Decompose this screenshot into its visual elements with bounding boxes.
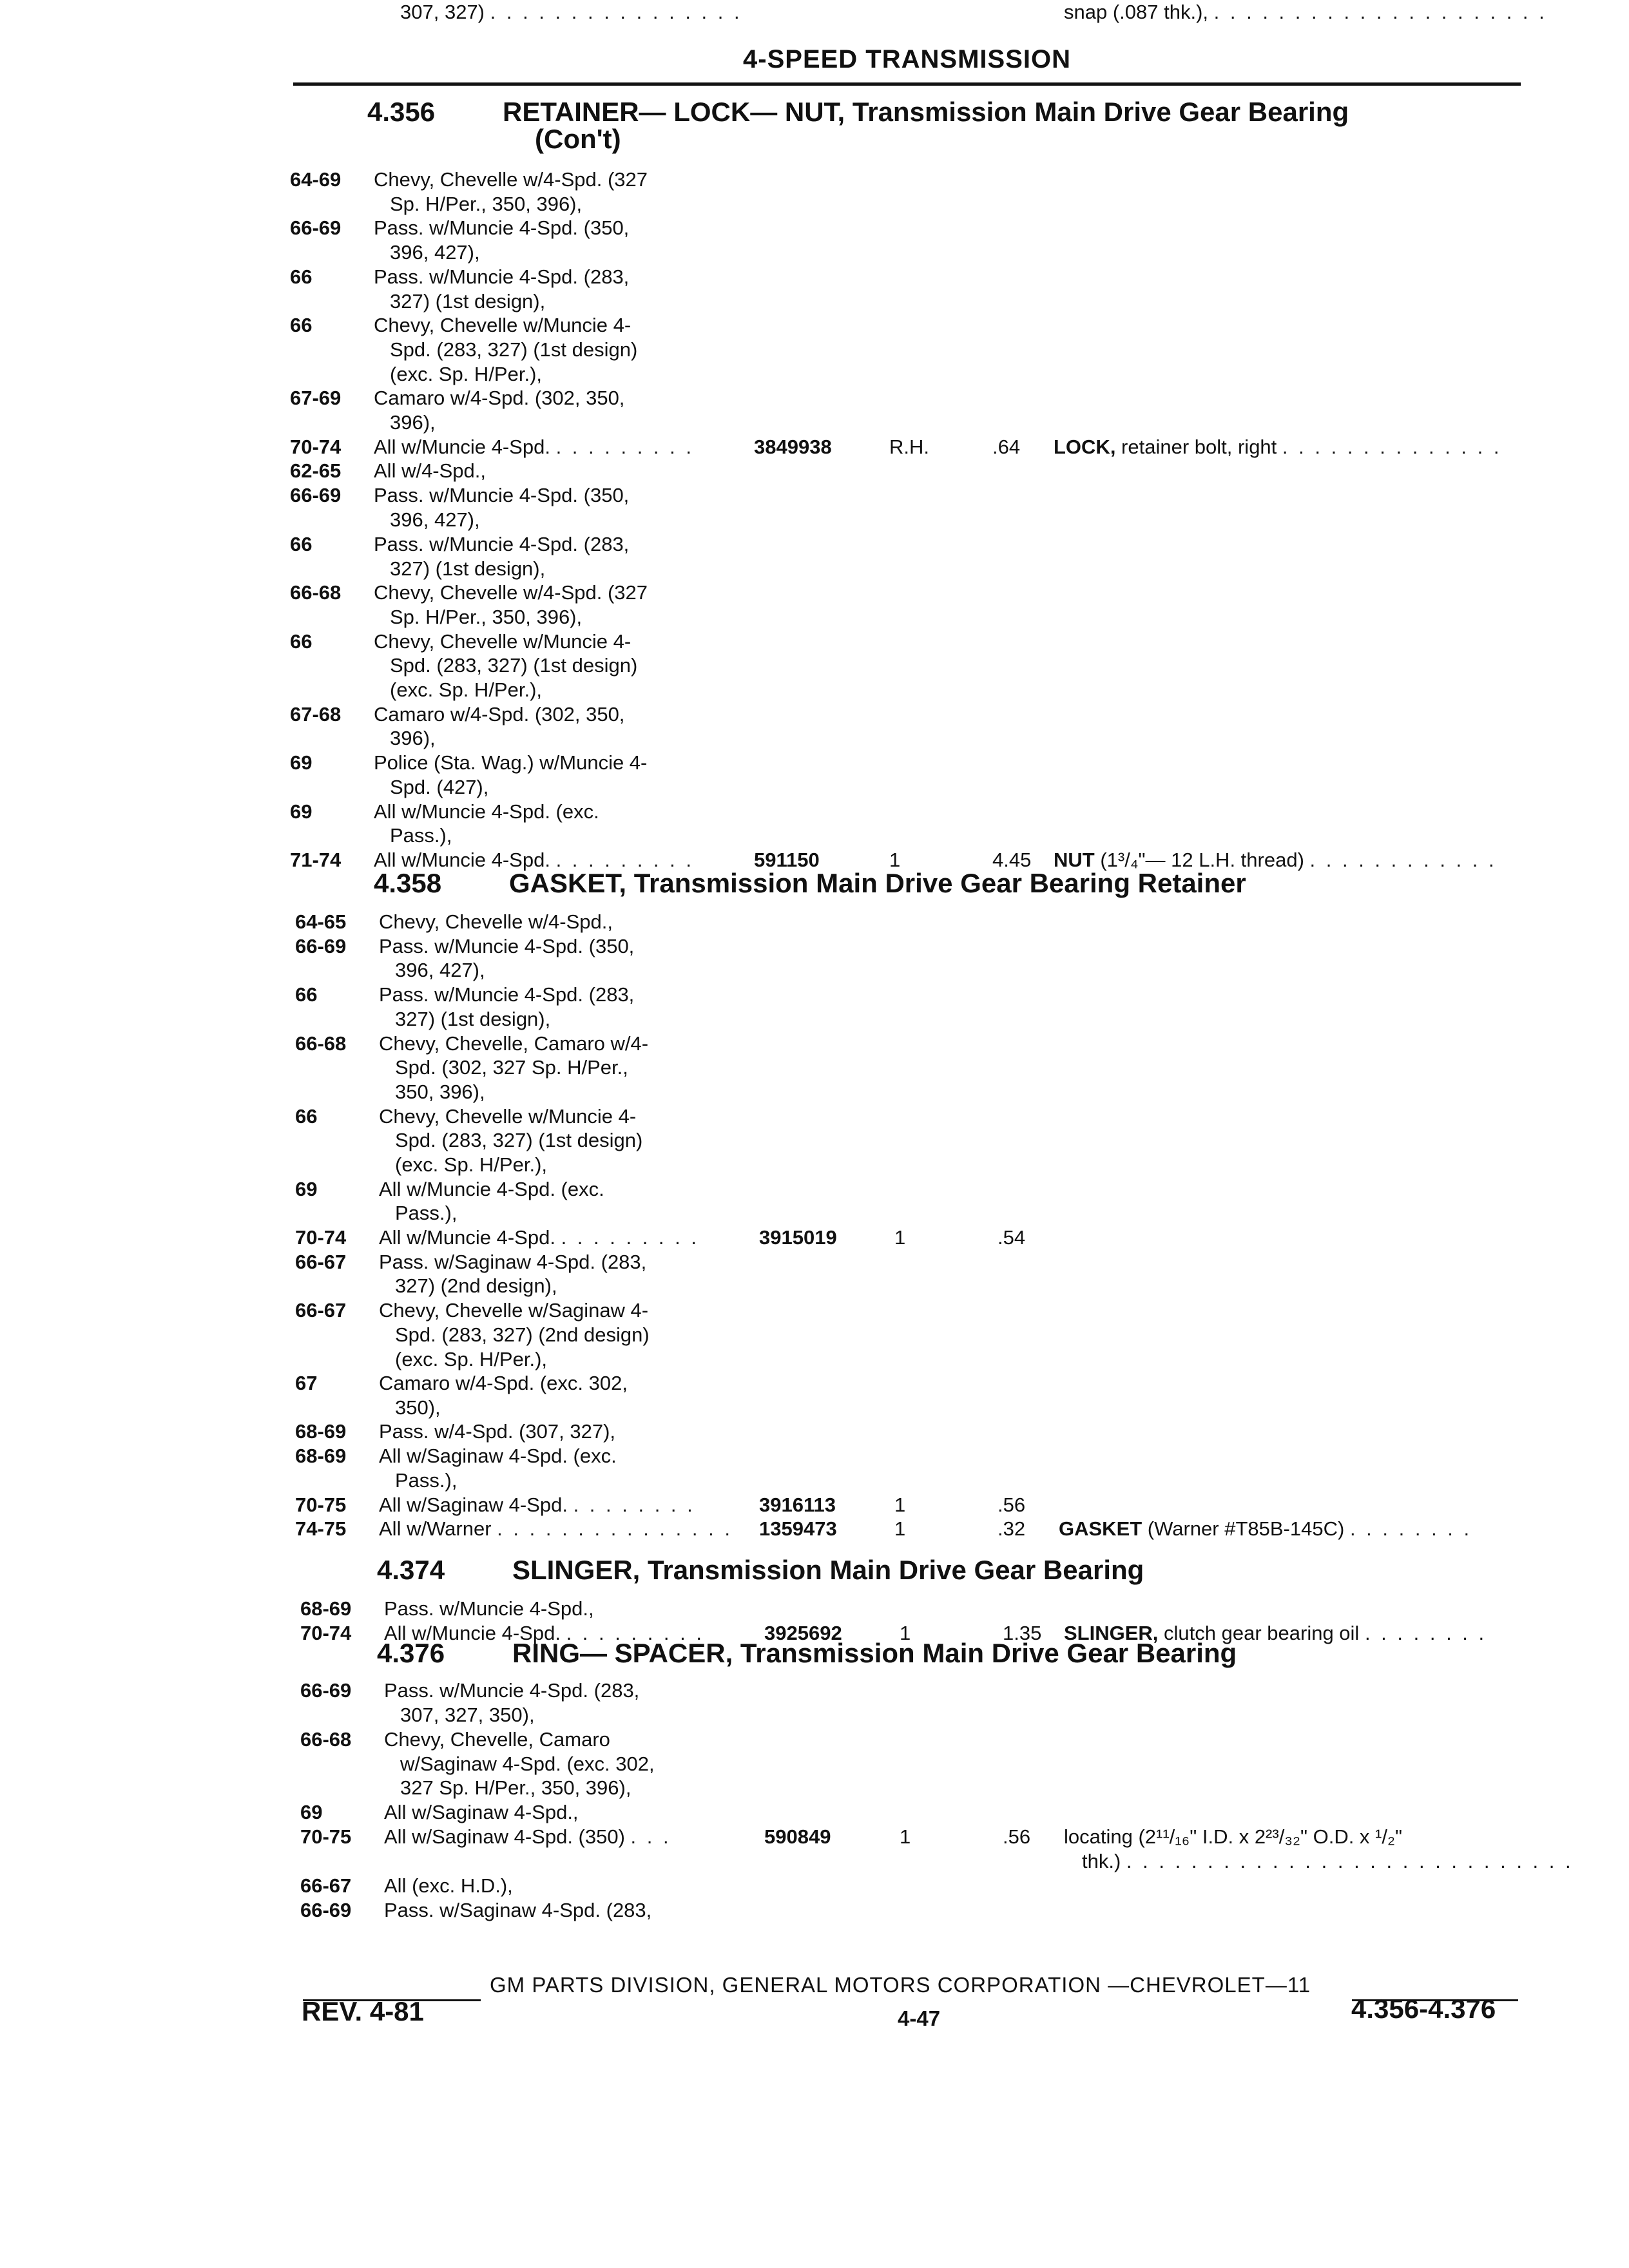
application-text: 327) (1st design), <box>390 290 546 312</box>
application-text: All w/Muncie 4-Spd. . . . . . . . . . <box>374 849 694 871</box>
leader-dots: . . . . . . . . <box>1364 1622 1487 1644</box>
quantity: R.H. <box>889 436 929 458</box>
application-text: 327) (1st design), <box>390 557 546 580</box>
model-years: 67-68 <box>290 703 342 726</box>
page-number: 4-47 <box>898 2006 941 2030</box>
model-years: 74-75 <box>295 1517 347 1540</box>
leader-dots: . . . . . . . . . . . . <box>1309 849 1497 871</box>
application-text: Spd. (283, 327) (2nd design) <box>395 1323 650 1346</box>
application-text: Camaro w/4-Spd. (302, 350, <box>374 387 625 409</box>
list-item <box>300 1678 1521 1702</box>
list-item <box>300 1727 1521 1751</box>
list-item <box>290 678 1521 702</box>
model-years: 70-75 <box>295 1494 347 1516</box>
list-item <box>300 1874 1521 1898</box>
leader-dots: . . . . . . . . . <box>555 436 694 458</box>
list-item <box>300 0 1547 24</box>
list-item <box>295 1323 1521 1347</box>
application-text: All w/Muncie 4-Spd. (exc. <box>374 800 599 823</box>
list-item <box>295 1080 1521 1104</box>
list-item <box>290 629 1521 653</box>
application-text: 307, 327, 350), <box>400 1704 535 1726</box>
model-years: 66-69 <box>290 484 342 506</box>
section-heading <box>367 97 1349 128</box>
list-item <box>295 1104 1521 1128</box>
part-name: SLINGER, <box>1064 1622 1159 1644</box>
list-item <box>290 653 1521 677</box>
application-text: Pass.), <box>395 1202 458 1224</box>
list-item <box>290 435 1521 459</box>
application-text: Chevy, Chevelle w/Muncie 4- <box>374 630 631 653</box>
list-item <box>290 848 1521 872</box>
leader-dots: . . . . . . . . . <box>561 1226 699 1249</box>
model-years: 66-69 <box>300 1679 352 1702</box>
section-number: 4.376 <box>377 1638 445 1668</box>
model-years: 64-65 <box>295 910 347 933</box>
application-text: Spd. (427), <box>390 776 489 798</box>
part-name: GASKET <box>1059 1517 1142 1540</box>
list-item <box>295 1444 1521 1468</box>
application-text: Spd. (302, 327 Sp. H/Per., <box>395 1056 628 1079</box>
quantity: 1 <box>900 1825 911 1848</box>
application-text: Pass.), <box>395 1469 458 1492</box>
model-years: 66-67 <box>295 1251 347 1273</box>
list-item <box>290 362 1521 386</box>
revision-label: REV. 4-81 <box>302 1996 424 2026</box>
part-detail: (Warner #T85B-145C) <box>1142 1517 1345 1540</box>
model-years: 69 <box>290 751 313 774</box>
section-title: GASKET, Transmission Main Drive Gear Bearing Retainer <box>509 868 1246 898</box>
application-text: 327 Sp. H/Per., 350, 396), <box>400 1776 631 1799</box>
application-text: All w/Saginaw 4-Spd. . . . . . . . . <box>379 1494 695 1516</box>
list-item <box>300 1776 1521 1800</box>
application-text: Spd. (283, 327) (1st design) <box>395 1129 643 1151</box>
model-years: 71-74 <box>290 849 342 871</box>
application-text: Spd. (283, 327) (1st design) <box>390 338 638 361</box>
model-years: 69 <box>300 1801 323 1823</box>
model-years: 66-68 <box>300 1728 352 1751</box>
leader-dots: . . . . . . . . <box>1349 1517 1472 1540</box>
application-text: All w/4-Spd., <box>374 459 487 482</box>
list-item <box>295 1128 1521 1152</box>
application-text: (exc. Sp. H/Per.), <box>395 1153 548 1176</box>
application-text: Sp. H/Per., 350, 396), <box>390 193 583 215</box>
application-text: Chevy, Chevelle, Camaro <box>384 1728 610 1751</box>
application-text: 327) (1st design), <box>395 1008 551 1030</box>
list-item <box>295 983 1521 1006</box>
part-detail: (1³/₄"— 12 L.H. thread) <box>1094 849 1304 871</box>
model-years: 70-74 <box>295 1226 347 1249</box>
price: .56 <box>1003 1825 1031 1848</box>
leader-dots: . . . . . . . . . . . . . . . <box>497 1517 733 1540</box>
application-text: Chevy, Chevelle w/Muncie 4- <box>374 314 631 336</box>
part-description <box>1064 1825 1402 1849</box>
application-text: 327) (2nd design), <box>395 1274 557 1297</box>
section-continuation: (Con't) <box>535 124 621 154</box>
section-number: 4.374 <box>377 1555 445 1585</box>
part-number: 1359473 <box>759 1517 837 1540</box>
part-detail: snap (.087 thk.), <box>1064 1 1209 23</box>
model-years: 67-69 <box>290 387 342 409</box>
application-text: All w/Muncie 4-Spd. . . . . . . . . . <box>384 1622 704 1644</box>
application-text: Pass. w/Muncie 4-Spd. (283, <box>374 265 630 288</box>
model-years: 68-69 <box>295 1445 347 1467</box>
application-text: Chevy, Chevelle w/4-Spd. (327 <box>374 581 648 604</box>
list-item <box>290 386 1521 410</box>
model-years: 64-69 <box>290 168 342 191</box>
list-item <box>300 1800 1521 1824</box>
quantity: 1 <box>900 1622 911 1644</box>
list-item <box>295 958 1521 982</box>
part-detail: clutch gear bearing oil <box>1158 1622 1360 1644</box>
list-item <box>295 1225 1521 1249</box>
quantity: 1 <box>894 1517 906 1540</box>
leader-dots: . . . . . . . . . . . . . . . . . . . . . <box>1213 1 1547 23</box>
application-text: Police (Sta. Wag.) w/Muncie 4- <box>374 751 648 774</box>
application-text: 396, 427), <box>390 508 480 531</box>
list-item <box>295 1055 1521 1079</box>
section-heading <box>377 1555 1144 1586</box>
part-description <box>1054 435 1501 459</box>
application-text: Pass. w/Muncie 4-Spd. (283, <box>374 533 630 555</box>
part-description <box>1082 1849 1574 1873</box>
part-number: 590849 <box>764 1825 831 1848</box>
leader-dots: . . . . . . . . . . . . . . . . <box>490 1 742 23</box>
application-text: Sp. H/Per., 350, 396), <box>390 606 583 628</box>
application-text: Pass.), <box>390 824 452 847</box>
quantity: 1 <box>889 849 901 871</box>
part-name: LOCK, <box>1054 436 1116 458</box>
list-item <box>300 1825 1521 1849</box>
price: 4.45 <box>992 849 1032 871</box>
model-years: 66-68 <box>290 581 342 604</box>
list-item <box>295 934 1521 958</box>
part-number: 591150 <box>754 849 820 871</box>
list-item <box>295 1007 1521 1031</box>
quantity: 1 <box>894 1494 906 1516</box>
section-title: RETAINER— LOCK— NUT, Transmission Main Drive Gear Bearing <box>503 97 1349 127</box>
list-item <box>290 240 1521 264</box>
application-text: Camaro w/4-Spd. (302, 350, <box>374 703 625 726</box>
application-text: Chevy, Chevelle w/4-Spd., <box>379 910 613 933</box>
application-text: 307, 327) . . . . . . . . . . . . . . . . <box>400 1 742 23</box>
list-item <box>295 1493 1521 1517</box>
list-item <box>295 1274 1521 1298</box>
part-number: 3915019 <box>759 1226 837 1249</box>
model-years: 66-67 <box>295 1299 347 1321</box>
part-description <box>1054 848 1497 872</box>
part-number: 3849938 <box>754 436 832 458</box>
application-text: Chevy, Chevelle, Camaro w/4- <box>379 1032 649 1055</box>
list-item <box>290 289 1521 313</box>
list-item <box>295 1177 1521 1201</box>
leader-dots: . . . . . . . . . <box>566 1622 704 1644</box>
section-heading <box>374 868 1246 899</box>
model-years: 67 <box>295 1372 318 1394</box>
list-item <box>300 1621 1521 1645</box>
price: 1.35 <box>1003 1622 1042 1644</box>
model-years: 66-69 <box>300 1899 352 1921</box>
leader-dots: . . . <box>630 1825 671 1848</box>
part-detail: retainer bolt, right <box>1115 436 1277 458</box>
list-item <box>290 775 1521 799</box>
application-text: Chevy, Chevelle w/Muncie 4- <box>379 1105 637 1128</box>
application-text: Chevy, Chevelle w/4-Spd. (327 <box>374 168 648 191</box>
application-text: All w/Saginaw 4-Spd., <box>384 1801 579 1823</box>
model-years: 66 <box>290 314 313 336</box>
quantity: 1 <box>894 1226 906 1249</box>
model-years: 66-68 <box>295 1032 347 1055</box>
list-item <box>290 168 1521 191</box>
application-text: Chevy, Chevelle w/Saginaw 4- <box>379 1299 649 1321</box>
application-text: 350), <box>395 1396 441 1419</box>
list-item <box>290 508 1521 532</box>
model-years: 70-75 <box>300 1825 352 1848</box>
application-text: 396), <box>390 727 436 749</box>
application-text: Pass. w/Muncie 4-Spd. (350, <box>379 935 635 957</box>
list-item <box>290 823 1521 847</box>
application-text: Camaro w/4-Spd. (exc. 302, <box>379 1372 628 1394</box>
list-item <box>290 557 1521 581</box>
list-item <box>300 1849 1574 1873</box>
list-item <box>290 459 1521 483</box>
part-description <box>1064 1621 1487 1645</box>
list-item <box>290 410 1521 434</box>
application-text: Pass. w/Saginaw 4-Spd. (283, <box>379 1251 647 1273</box>
model-years: 66-69 <box>295 935 347 957</box>
list-item <box>290 751 1521 774</box>
list-item <box>290 192 1521 216</box>
application-text: 396), <box>390 411 436 434</box>
list-item <box>295 1298 1521 1322</box>
list-item <box>295 1468 1521 1492</box>
part-detail: thk.) <box>1082 1850 1121 1872</box>
list-item <box>290 726 1521 750</box>
model-years: 68-69 <box>295 1420 347 1443</box>
part-name: NUT <box>1054 849 1095 871</box>
application-text: w/Saginaw 4-Spd. (exc. 302, <box>400 1753 655 1775</box>
application-text: All w/Muncie 4-Spd. . . . . . . . . . <box>379 1226 699 1249</box>
application-text: All (exc. H.D.), <box>384 1874 513 1897</box>
application-text: 350, 396), <box>395 1081 485 1103</box>
list-item <box>295 1347 1521 1371</box>
price: .32 <box>998 1517 1026 1540</box>
application-text: (exc. Sp. H/Per.), <box>390 678 543 701</box>
application-text: All w/Muncie 4-Spd. (exc. <box>379 1178 604 1200</box>
application-text: 396, 427), <box>390 241 480 264</box>
application-text: All w/Saginaw 4-Spd. (350) . . . <box>384 1825 671 1848</box>
running-header <box>293 44 1521 86</box>
list-item <box>295 1032 1521 1055</box>
list-item <box>295 1201 1521 1225</box>
model-years: 66 <box>295 1105 318 1128</box>
part-description <box>1064 0 1547 24</box>
model-years: 70-74 <box>300 1622 352 1644</box>
list-item <box>290 216 1521 240</box>
list-item <box>300 1597 1521 1620</box>
list-item <box>290 581 1521 604</box>
price: .54 <box>998 1226 1026 1249</box>
model-years: 66 <box>295 983 318 1006</box>
part-number: 3925692 <box>764 1622 842 1644</box>
model-years: 68-69 <box>300 1597 352 1620</box>
list-item <box>295 910 1521 934</box>
application-text: 396, 427), <box>395 959 485 981</box>
application-text: Pass. w/Muncie 4-Spd., <box>384 1597 594 1620</box>
leader-dots: . . . . . . . . . . . . . . . . . . . . . . . . . . . . <box>1126 1850 1574 1872</box>
page-title: 4-SPEED TRANSMISSION <box>743 45 1071 73</box>
application-text: Pass. w/Muncie 4-Spd. (350, <box>374 484 630 506</box>
list-item <box>300 1703 1521 1727</box>
application-text: Pass. w/Muncie 4-Spd. (283, <box>379 983 635 1006</box>
model-years: 62-65 <box>290 459 342 482</box>
part-description <box>1059 1517 1472 1541</box>
application-text: All w/Muncie 4-Spd. . . . . . . . . . <box>374 436 694 458</box>
section-number: 4.358 <box>374 868 442 898</box>
list-item <box>290 265 1521 289</box>
list-item <box>290 702 1521 726</box>
model-years: 66 <box>290 533 313 555</box>
list-item <box>290 605 1521 629</box>
list-item <box>290 338 1521 361</box>
list-item <box>295 1517 1521 1541</box>
list-item <box>295 1396 1521 1419</box>
list-item <box>300 1752 1521 1776</box>
price: .64 <box>992 436 1021 458</box>
list-item <box>290 313 1521 337</box>
application-text: Pass. w/Saginaw 4-Spd. (283, <box>384 1899 652 1921</box>
leader-dots: . . . . . . . . <box>573 1494 695 1516</box>
model-years: 66 <box>290 630 313 653</box>
section-range: 4.356-4.376 <box>1351 1994 1496 2024</box>
model-years: 69 <box>290 800 313 823</box>
section-title: RING— SPACER, Transmission Main Drive Gear Bearing <box>512 1638 1237 1668</box>
list-item <box>290 483 1521 507</box>
model-years: 69 <box>295 1178 318 1200</box>
application-text: (exc. Sp. H/Per.), <box>390 363 543 385</box>
application-text: All w/Saginaw 4-Spd. (exc. <box>379 1445 617 1467</box>
list-item <box>295 1250 1521 1274</box>
part-detail: locating (2¹¹/₁₆" I.D. x 2²³/₃₂" O.D. x ¹/₂" <box>1064 1825 1403 1848</box>
section-title: SLINGER, Transmission Main Drive Gear Bearing <box>512 1555 1144 1585</box>
footer-corporation: GM PARTS DIVISION, GENERAL MOTORS CORPORATION —CHEVROLET—11 <box>490 1973 1311 1997</box>
leader-dots: . . . . . . . . . . . . . . <box>1282 436 1502 458</box>
section-number: 4.356 <box>367 97 436 127</box>
model-years: 66-69 <box>290 216 342 239</box>
list-item <box>295 1419 1521 1443</box>
list-item <box>290 800 1521 823</box>
application-text: All w/Warner . . . . . . . . . . . . . . . <box>379 1517 733 1540</box>
application-text: Pass. w/4-Spd. (307, 327), <box>379 1420 616 1443</box>
part-number: 3916113 <box>759 1494 836 1516</box>
leader-dots: . . . . . . . . . <box>555 849 694 871</box>
price: .56 <box>998 1494 1026 1516</box>
application-text: Spd. (283, 327) (1st design) <box>390 654 638 677</box>
list-item <box>300 1898 1521 1922</box>
application-text: Pass. w/Muncie 4-Spd. (283, <box>384 1679 640 1702</box>
application-text: (exc. Sp. H/Per.), <box>395 1348 548 1370</box>
list-item <box>295 1371 1521 1395</box>
list-item <box>290 532 1521 556</box>
application-text: Pass. w/Muncie 4-Spd. (350, <box>374 216 630 239</box>
model-years: 66 <box>290 265 313 288</box>
model-years: 70-74 <box>290 436 342 458</box>
list-item <box>295 1153 1521 1177</box>
model-years: 66-67 <box>300 1874 352 1897</box>
